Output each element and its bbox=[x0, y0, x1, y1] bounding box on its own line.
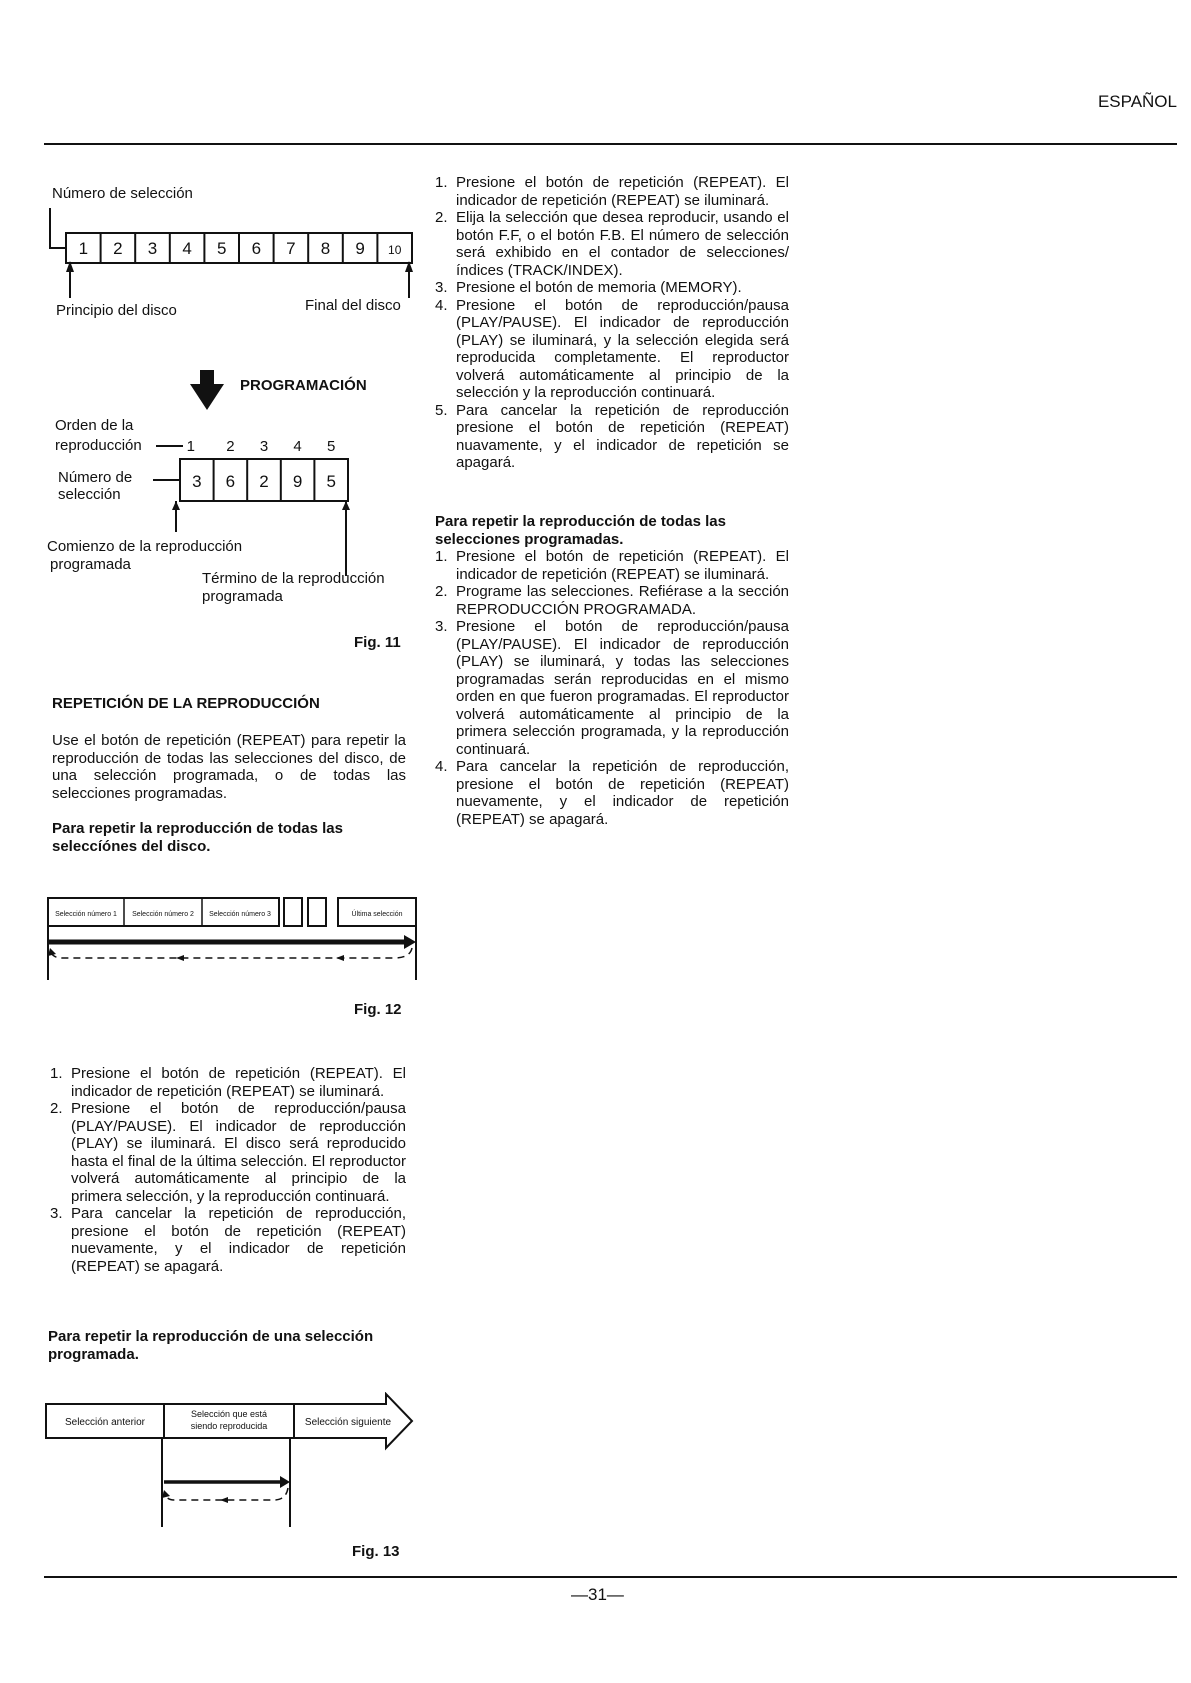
step-item bbox=[435, 174, 789, 209]
steps-all-prog bbox=[435, 548, 789, 828]
step-item bbox=[50, 1065, 406, 1100]
subheading-one-prog: Para repetir la reproducción de una selección programada. bbox=[48, 1328, 374, 1363]
fig12-diagram bbox=[44, 896, 420, 980]
fig11-begin-label-2: programada bbox=[50, 556, 131, 573]
step-number: 2. bbox=[435, 583, 448, 600]
fig11-program-cell-1: 3 bbox=[192, 472, 202, 491]
steps-one-prog bbox=[435, 174, 789, 472]
step-item bbox=[435, 297, 789, 402]
step-text: Para cancelar la repetición de reproducción, presione el botón de repetición (REPEAT) nuevamente, y el indicador de repetición (REPEAT) se apagará. bbox=[71, 1205, 406, 1275]
fig11-cell-1: 1 bbox=[78, 239, 89, 258]
section-intro: Use el botón de repetición (REPEAT) para repetir la reproducción de todas las selecciones del disco, de una selección programada, o de todas las selecciones programadas. bbox=[52, 732, 406, 802]
fig11-cell-6: 6 bbox=[251, 239, 262, 258]
fig12-cell-2: Selección número 2 bbox=[132, 911, 194, 918]
step-number: 3. bbox=[435, 279, 448, 296]
step-text: Presione el botón de repetición (REPEAT). El indicador de repetición (REPEAT) se iluminará. bbox=[71, 1065, 406, 1100]
fig13-next-label: Selección siguiente bbox=[304, 1417, 392, 1428]
section-title: REPETICIÓN DE LA REPRODUCCIÓN bbox=[52, 695, 320, 712]
fig11-caption: Fig. 11 bbox=[354, 634, 401, 651]
fig11-end-label: Final del disco bbox=[305, 297, 401, 314]
step-text: Para cancelar la repetición de reproducción, presione el botón de repetición (REPEAT) nuevamente, y el indicador de repetición (REPEAT) se apagará. bbox=[456, 758, 789, 828]
fig11-cell-5: 5 bbox=[216, 239, 227, 258]
step-text: Presione el botón de repetición (REPEAT). El indicador de repetición (REPEAT) se iluminará. bbox=[456, 174, 789, 209]
fig13-prev-label: Selección anterior bbox=[64, 1417, 146, 1428]
step-item bbox=[435, 758, 789, 828]
fig12-gap-cell-b bbox=[308, 898, 326, 926]
fig11-disc-diagram bbox=[44, 206, 424, 302]
step-item bbox=[435, 402, 789, 472]
fig13-current-label-2: siendo reproducida bbox=[190, 1421, 268, 1431]
fig11-cell-8: 8 bbox=[320, 239, 331, 258]
step-item bbox=[435, 583, 789, 618]
fig12-cell-1: Selección número 1 bbox=[55, 911, 117, 918]
down-arrow-icon bbox=[190, 370, 224, 410]
fig12-cell-4: Última selección bbox=[351, 911, 403, 918]
fig11-order-label-2: reproducción bbox=[55, 437, 142, 454]
fig11-start-label: Principio del disco bbox=[56, 302, 177, 319]
step-text: Para cancelar la repetición de reproducción presione el botón de repetición (REPEAT) nuavamente, y el indicador de repetición se apagará. bbox=[456, 401, 789, 471]
fig11-order-number-5: 5 bbox=[327, 438, 336, 455]
fig11-selnum-label-2: selección bbox=[58, 486, 121, 503]
fig11-cell-3: 3 bbox=[147, 239, 158, 258]
fig11-cell-10: 10 bbox=[388, 243, 402, 257]
step-number: 1. bbox=[50, 1065, 63, 1082]
step-number: 4. bbox=[435, 758, 448, 775]
subheading-all-prog: Para repetir la reproducción de todas las selecciones programadas. bbox=[435, 513, 726, 548]
fig11-program-diagram bbox=[150, 434, 360, 534]
step-number: 2. bbox=[435, 209, 448, 226]
fig11-label-top: Número de selección bbox=[52, 185, 193, 202]
fig11-cell-9: 9 bbox=[355, 239, 365, 258]
fig12-gap-cell-a bbox=[284, 898, 302, 926]
step-number: 4. bbox=[435, 296, 448, 314]
fig11-pointer-line bbox=[50, 208, 66, 248]
step-text: Presione el botón de reproducción/pausa (PLAY/PAUSE). El indicador de reproducción (PLAY) se iluminará. El disco será reproducido hasta el final de la última selección. El reproductor volverá automáticamente al principio de la primera selección, y la reproducción continuará. bbox=[71, 1100, 406, 1205]
fig11-program-label: PROGRAMACIÓN bbox=[240, 377, 367, 394]
fig11-cell-2: 2 bbox=[113, 239, 123, 258]
step-number: 1. bbox=[435, 174, 448, 191]
page-number: —31— bbox=[571, 1585, 624, 1604]
step-item bbox=[50, 1100, 406, 1205]
fig11-cell-4: 4 bbox=[182, 239, 192, 258]
fig11-order-number-2: 2 bbox=[226, 438, 235, 455]
fig11-begin-arrow bbox=[172, 501, 180, 510]
step-number: 1. bbox=[435, 548, 448, 565]
fig13-current-label-1: Selección que está bbox=[190, 1409, 268, 1419]
step-item bbox=[50, 1205, 406, 1275]
page-language-header: ESPAÑOL bbox=[1097, 92, 1177, 111]
fig11-order-number-3: 3 bbox=[259, 438, 269, 455]
step-text: Presione el botón de reproducción/pausa (PLAY/PAUSE). El indicador de reproducción (PLAY) se iluminará, y todas las selecciones programadas serán reproducidas en el mismo orden en que fueron programadas. El reproductor volverá automáticamente al principio de la primera selección programada, y la reproducción continuará. bbox=[456, 618, 789, 758]
fig13-diagram bbox=[44, 1392, 416, 1528]
step-text: Programe las selecciones. Refiérase a la sección REPRODUCCIÓN PROGRAMADA. bbox=[456, 583, 789, 618]
subheading-all-disc: Para repetir la reproducción de todas las seleccíónes del disco. bbox=[52, 820, 343, 855]
step-number: 5. bbox=[435, 401, 448, 419]
fig11-order-label-1: Orden de la bbox=[55, 417, 134, 434]
step-text: Presione el botón de memoria (MEMORY). bbox=[456, 279, 742, 296]
step-item bbox=[435, 209, 789, 279]
fig11-end-prog-label-2: programada bbox=[202, 588, 283, 605]
fig11-program-cell-5: 5 bbox=[326, 472, 336, 491]
step-text: Presione el botón de reproducción/pausa (PLAY/PAUSE). El indicador de reproducción (PLAY) se iluminará, y la selección elegida será reproducida completamente. El reproductor volverá automáticamente al principio de la selección y la reproducción continuará. bbox=[456, 296, 789, 401]
step-item bbox=[435, 279, 789, 297]
footer-rule bbox=[44, 1576, 1177, 1578]
fig11-order-number-1: 1 bbox=[186, 438, 195, 455]
step-number: 2. bbox=[50, 1100, 63, 1117]
fig12-caption: Fig. 12 bbox=[354, 1001, 402, 1018]
step-text: Elija la selección que desea reproducir, usando el botón F.F, o el botón F.B. El número de selección será exhibido en el contador de selecciones/índices (TRACK/INDEX). bbox=[456, 209, 789, 279]
fig11-order-number-4: 4 bbox=[293, 438, 302, 455]
fig11-selnum-label-1: Número de bbox=[58, 469, 133, 486]
fig11-begin-label-1: Comienzo de la reproducción bbox=[47, 538, 243, 555]
fig11-end-prog-label-1: Término de la reproducción bbox=[202, 570, 385, 587]
step-item bbox=[435, 548, 789, 583]
fig11-end-prog-arrow bbox=[342, 501, 350, 510]
fig11-cell-7: 7 bbox=[286, 239, 296, 258]
step-number: 3. bbox=[435, 618, 448, 635]
fig11-program-cell-4: 9 bbox=[292, 472, 303, 491]
fig11-program-cell-3: 2 bbox=[259, 472, 269, 491]
fig12-return-arrow bbox=[50, 948, 412, 958]
header-rule bbox=[44, 143, 1177, 145]
fig12-cell-3: Selección número 3 bbox=[209, 911, 271, 918]
fig13-caption: Fig. 13 bbox=[352, 1543, 400, 1560]
step-text: Presione el botón de repetición (REPEAT). El indicador de repetición (REPEAT) se iluminará. bbox=[456, 548, 789, 583]
steps-all-disc bbox=[50, 1065, 406, 1275]
step-item bbox=[435, 618, 789, 758]
step-number: 3. bbox=[50, 1205, 63, 1222]
fig11-program-cell-2: 6 bbox=[225, 472, 236, 491]
